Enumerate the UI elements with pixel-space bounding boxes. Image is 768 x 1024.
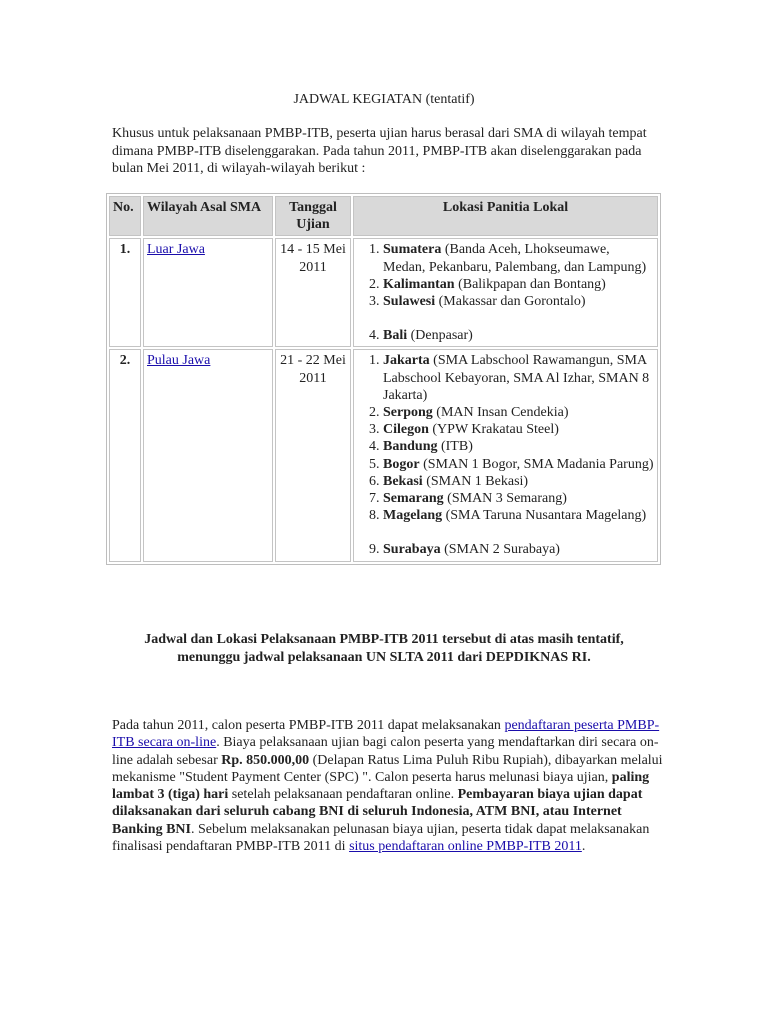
location-name: Bekasi <box>383 473 423 489</box>
lokasi-cell <box>353 349 658 561</box>
location-detail: (MAN Insan Cendekia) <box>432 405 569 421</box>
location-detail: (Banda Aceh, Lhokseumawe, Medan, Pekanbaru, Palembang, dan Lampung) <box>383 242 647 275</box>
text: (Delapan Ratus Lima Puluh Ribu Rupiah), dibayarkan melalui mekanisme "Student Payment Center (SPC) ". Calon peserta harus melunasi biaya ujian, <box>112 752 663 785</box>
location-name: Magelang <box>383 508 443 524</box>
text: Pada tahun 2011, calon peserta PMBP-ITB 2011 dapat melaksanakan <box>112 718 505 733</box>
list-item <box>383 293 654 310</box>
lokasi-list <box>357 352 654 558</box>
payment-channels: Pembayaran biaya ujian dapat dilaksanakan dari seluruh cabang BNI di seluruh Indonesia, ATM BNI, atau Internet Banking BNI <box>112 787 643 837</box>
location-name: Jakarta <box>383 353 430 369</box>
list-item <box>383 327 654 344</box>
list-item <box>383 421 654 438</box>
location-name: Sulawesi <box>383 294 436 310</box>
page-title: JADWAL KEGIATAN (tentatif) <box>293 92 475 107</box>
table-row <box>109 238 658 347</box>
note-line-1: Jadwal dan Lokasi Pelaksanaan PMBP-ITB 2011 tersebut di atas masih tentatif, <box>144 632 624 647</box>
header-lokasi: Lokasi Panitia Lokal <box>353 196 658 236</box>
text: . Sebelum melaksanakan pelunasan biaya ujian, peserta tidak dapat melaksanakan finalisasi pendaftaran PMBP-ITB 2011 di <box>112 821 650 855</box>
location-detail: (Makassar dan Gorontalo) <box>435 294 586 310</box>
location-name: Serpong <box>383 405 433 421</box>
link-pulau-jawa[interactable]: Pulau Jawa <box>147 353 211 369</box>
intro-paragraph: Khusus untuk pelaksanaan PMBP-ITB, peserta ujian harus berasal dari SMA di wilayah tempat dimana PMBP-ITB diselenggarakan. Pada tahun 2011, PMBP-ITB akan diselenggarakan pada bulan Mei 2011, di wilayah-wilayah berikut : <box>112 126 647 176</box>
list-item <box>383 276 654 293</box>
location-detail: (SMAN 2 Surabaya) <box>440 542 560 558</box>
location-name: Surabaya <box>383 542 441 558</box>
location-detail: (SMAN 3 Semarang) <box>443 491 567 507</box>
list-item <box>383 541 654 558</box>
list-item <box>383 352 654 404</box>
list-item <box>383 490 654 507</box>
list-item <box>383 473 654 490</box>
link-online-registration[interactable]: pendaftaran peserta PMBP-ITB secara on-line <box>112 718 660 751</box>
location-detail: (Balikpapan dan Bontang) <box>454 276 606 292</box>
header-wilayah: Wilayah Asal SMA <box>143 196 273 236</box>
list-item <box>383 404 654 421</box>
lokasi-list <box>357 241 654 344</box>
tanggal-cell: 14 - 15 Mei 2011 <box>275 238 351 347</box>
table-header-row <box>109 196 658 236</box>
row-number: 1. <box>109 238 141 347</box>
location-name: Bogor <box>383 456 420 472</box>
payment-deadline: paling lambat 3 (tiga) hari <box>112 769 650 803</box>
text: setelah pelaksanaan pendaftaran online. <box>228 787 458 803</box>
location-detail: (ITB) <box>437 439 473 455</box>
fee-amount: Rp. 850.000,00 <box>221 752 310 768</box>
link-luar-jawa[interactable]: Luar Jawa <box>147 242 205 258</box>
location-detail: (YPW Krakatau Steel) <box>428 422 559 438</box>
location-detail: (SMA Labschool Rawamangun, SMA Labschool Kebayoran, SMA Al Izhar, SMAN 8 Jakarta) <box>383 353 650 403</box>
text: . <box>581 839 586 855</box>
location-detail: (SMAN 1 Bogor, SMA Madania Parung) <box>419 456 654 472</box>
list-item <box>383 456 654 473</box>
list-item <box>383 241 654 275</box>
row-number: 2. <box>109 349 141 561</box>
lokasi-cell <box>353 238 658 347</box>
link-registration-site[interactable]: situs pendaftaran online PMBP-ITB 2011 <box>349 839 582 855</box>
note-line-2: menunggu jadwal pelaksanaan UN SLTA 2011 dari DEPDIKNAS RI. <box>177 650 591 665</box>
location-name: Semarang <box>383 491 444 507</box>
list-item <box>383 438 654 455</box>
tanggal-cell: 21 - 22 Mei 2011 <box>275 349 351 561</box>
list-item <box>383 507 654 524</box>
tentative-note <box>0 631 768 667</box>
location-name: Bali <box>383 328 408 344</box>
location-name: Bandung <box>383 439 438 455</box>
text: . Biaya pelaksanaan ujian bagi calon peserta yang mendaftarkan diri secara on-line adalah sebesar <box>112 735 659 768</box>
wilayah-cell <box>143 238 273 347</box>
location-name: Cilegon <box>383 422 429 438</box>
location-detail: (SMA Taruna Nusantara Magelang) <box>442 508 647 524</box>
schedule-table <box>106 193 661 565</box>
registration-paragraph <box>112 717 672 855</box>
location-name: Sumatera <box>383 242 442 258</box>
wilayah-cell <box>143 349 273 561</box>
header-no: No. <box>109 196 141 236</box>
header-tanggal: Tanggal Ujian <box>275 196 351 236</box>
table-row <box>109 349 658 561</box>
location-name: Kalimantan <box>383 276 455 292</box>
location-detail: (Denpasar) <box>407 328 473 344</box>
location-detail: (SMAN 1 Bekasi) <box>422 473 529 489</box>
